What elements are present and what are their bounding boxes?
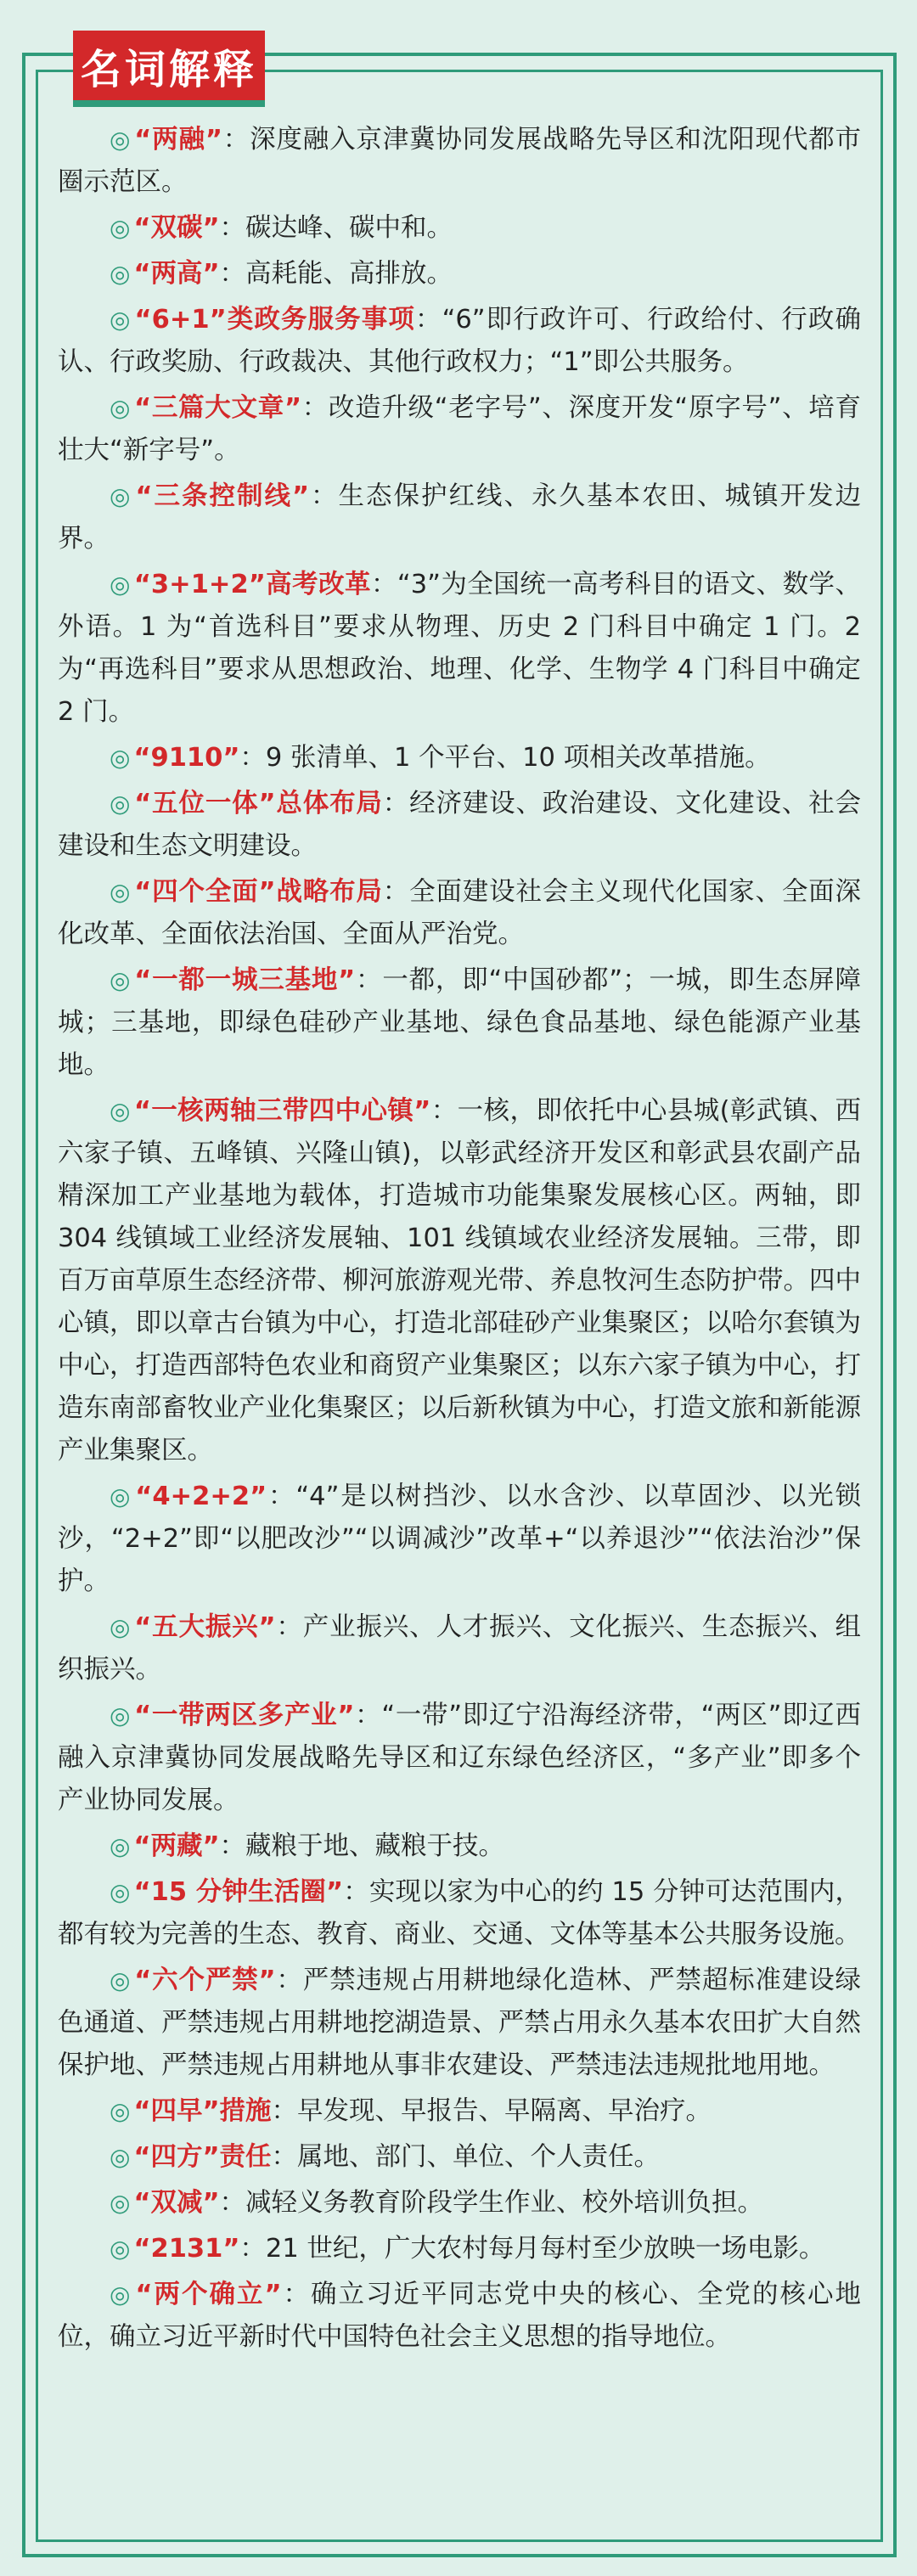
glossary-term: “四方”责任	[133, 2142, 272, 2172]
bullet-circle-icon: ◎	[110, 1878, 131, 1906]
term-separator: ：	[354, 1701, 382, 1730]
term-separator: ：	[355, 965, 383, 995]
bullet-circle-icon: ◎	[110, 260, 131, 288]
bullet-circle-icon: ◎	[110, 2143, 131, 2171]
bullet-circle-icon: ◎	[110, 1613, 132, 1641]
glossary-entry	[58, 959, 861, 1087]
term-separator: ：	[343, 1877, 369, 1907]
glossary-definition: 深度融入京津冀协同发展战略先导区和沈阳现代都市圈示范区。	[58, 125, 862, 197]
glossary-entry	[58, 1871, 861, 1956]
bullet-circle-icon: ◎	[110, 966, 132, 994]
term-separator: ：	[271, 2142, 298, 2172]
term-separator: ：	[222, 125, 250, 155]
glossary-definition: 9 张清单、1 个平台、10 项相关改革措施。	[265, 743, 771, 773]
glossary-entry	[58, 2136, 861, 2179]
glossary-definition: 高耗能、高排放。	[245, 259, 453, 289]
glossary-definition: 经济建设、政治建设、文化建设、社会建设和生态文明建设。	[58, 789, 862, 861]
term-separator: ：	[219, 2188, 246, 2218]
term-separator: ：	[219, 213, 246, 243]
glossary-term: “五位一体”总体布局	[134, 789, 383, 818]
glossary-definition: 碳达峰、碳中和。	[245, 213, 453, 243]
glossary-entry	[58, 1695, 861, 1822]
glossary-entry	[58, 783, 861, 868]
bullet-circle-icon: ◎	[110, 571, 131, 599]
bullet-circle-icon: ◎	[110, 2189, 131, 2217]
glossary-term: “两高”	[133, 259, 220, 289]
bullet-circle-icon: ◎	[110, 2097, 131, 2125]
glossary-entry	[58, 2090, 861, 2133]
glossary-definition: 确立习近平同志党中央的核心、全党的核心地位，确立习近平新时代中国特色社会主义思想的指导地位。	[58, 2280, 862, 2352]
bullet-circle-icon: ◎	[110, 482, 132, 510]
glossary-term: “六个严禁”	[134, 1966, 276, 1995]
glossary-definition: 产业振兴、人才振兴、文化振兴、生态振兴、组织振兴。	[58, 1612, 862, 1685]
term-separator: ：	[239, 2234, 266, 2264]
glossary-definition: “一带”即辽宁沿海经济带，“两区”即辽西融入京津冀协同发展战略先导区和辽东绿色经济区，“多产业”即多个产业协同发展。	[58, 1701, 861, 1815]
term-separator: ：	[382, 877, 410, 907]
glossary-entry	[58, 387, 861, 472]
term-separator: ：	[309, 481, 339, 511]
glossary-term: “9110”	[133, 743, 240, 773]
bullet-circle-icon: ◎	[110, 1097, 131, 1125]
term-separator: ：	[275, 1612, 303, 1642]
glossary-term: “三篇大文章”	[134, 393, 301, 423]
bullet-circle-icon: ◎	[110, 1482, 132, 1510]
glossary-definition: 一都，即“中国砂都”；一城，即生态屏障城；三基地，即绿色硅砂产业基地、绿色食品基地、绿色能源产业基地。	[58, 965, 862, 1080]
term-separator: ：	[414, 305, 442, 335]
term-separator: ：	[301, 393, 329, 423]
glossary-entry	[58, 475, 861, 560]
glossary-entry	[58, 299, 861, 384]
term-separator: ：	[275, 1966, 303, 1995]
glossary-entry	[58, 1476, 861, 1603]
glossary-entry	[58, 871, 861, 956]
glossary-definition: 减轻义务教育阶段学生作业、校外培训负担。	[245, 2188, 764, 2218]
term-separator: ：	[382, 789, 410, 818]
glossary-entry	[58, 1960, 861, 2087]
glossary-entry	[58, 2228, 861, 2270]
glossary-term: “双碳”	[133, 213, 220, 243]
glossary-definition: 早发现、早报告、早隔离、早治疗。	[297, 2096, 712, 2126]
term-separator: ：	[271, 2096, 298, 2126]
glossary-term: “四个全面”战略布局	[134, 877, 383, 907]
bullet-circle-icon: ◎	[110, 1966, 132, 1994]
glossary-entry	[58, 564, 861, 734]
glossary-list	[58, 119, 861, 2362]
term-separator: ：	[281, 2280, 312, 2309]
glossary-term: “两藏”	[133, 1831, 220, 1861]
glossary-term: “三条控制线”	[135, 481, 310, 511]
glossary-entry	[58, 1606, 861, 1691]
bullet-circle-icon: ◎	[110, 394, 132, 422]
glossary-definition: 21 世纪，广大农村每月每村至少放映一场电影。	[265, 2234, 825, 2264]
term-separator: ：	[239, 743, 266, 773]
glossary-definition: “6”即行政许可、行政给付、行政确认、行政奖励、行政裁决、其他行政权力；“1”即公共服务。	[58, 305, 862, 377]
term-separator: ：	[219, 259, 246, 289]
glossary-entry	[58, 207, 861, 250]
glossary-definition: 一核，即依托中心县城(彰武镇、西六家子镇、五峰镇、兴隆山镇)，以彰武经济开发区和彰武县农副产品精深加工产业基地为载体，打造城市功能集聚发展核心区。两轴，即 304 线镇域工业经济发展轴、101 线镇域农业经济发展轴。三带，即百万亩草原生态经济带、柳河旅游观光带、养息牧河生态防护带。四中心镇，即以章古台镇为中心，打造北部硅砂产业集聚区；以哈尔套镇为中心，打造西部特色农业和商贸产业集聚区；以东六家子镇为中心，打造东南部畜牧业产业化集聚区；以后新秋镇为中心，打造文旅和新能源产业集聚区。	[58, 1096, 862, 1465]
bullet-circle-icon: ◎	[110, 744, 131, 772]
glossary-term: “6+1”类政务服务事项	[134, 305, 415, 335]
term-separator: ：	[370, 570, 397, 599]
glossary-definition: 严禁违规占用耕地绿化造林、严禁超标准建设绿色通道、严禁违规占用耕地挖湖造景、严禁占用永久基本农田扩大自然保护地、严禁违规占用耕地从事非农建设、严禁违法违规批地用地。	[58, 1966, 862, 2080]
glossary-entry	[58, 2182, 861, 2224]
glossary-term: “五大振兴”	[134, 1612, 276, 1642]
glossary-definition: “4”是以树挡沙、以水含沙、以草固沙、以光锁沙，“2+2”即“以肥改沙”“以调减沙”改革+“以养退沙”“依法治沙”保护。	[58, 1482, 861, 1596]
glossary-entry	[58, 1090, 861, 1472]
glossary-term: “15 分钟生活圈”	[133, 1877, 344, 1907]
glossary-term: “两个确立”	[135, 2280, 282, 2309]
glossary-definition: 藏粮于地、藏粮于技。	[245, 1831, 505, 1861]
glossary-term: “四早”措施	[133, 2096, 272, 2126]
bullet-circle-icon: ◎	[110, 1832, 131, 1860]
glossary-term: “2131”	[133, 2234, 240, 2264]
bullet-circle-icon: ◎	[110, 1701, 132, 1730]
glossary-term: “3+1+2”高考改革	[133, 570, 371, 599]
bullet-circle-icon: ◎	[110, 214, 131, 242]
bullet-circle-icon: ◎	[110, 878, 132, 906]
bullet-circle-icon: ◎	[110, 790, 132, 818]
glossary-entry	[58, 119, 861, 204]
glossary-term: “一都一城三基地”	[134, 965, 356, 995]
term-separator: ：	[267, 1482, 296, 1511]
term-separator: ：	[219, 1831, 246, 1861]
glossary-entry	[58, 1825, 861, 1868]
glossary-term: “两融”	[134, 125, 222, 155]
bullet-circle-icon: ◎	[110, 126, 132, 154]
glossary-entry	[58, 737, 861, 779]
glossary-definition: 改造升级“老字号”、深度开发“原字号”、培育壮大“新字号”。	[58, 393, 861, 465]
glossary-entry	[58, 2274, 861, 2359]
bullet-circle-icon: ◎	[110, 306, 132, 334]
glossary-definition: 实现以家为中心的约 15 分钟可达范围内，都有较为完善的生态、教育、商业、交通、文体等基本公共服务设施。	[58, 1877, 862, 1949]
glossary-definition: “3”为全国统一高考科目的语文、数学、外语。1 为“首选科目”要求从物理、历史 2 门科目中确定 1 门。2 为“再选科目”要求从思想政治、地理、化学、生物学 4 门科目中确定 2 门。	[58, 570, 862, 727]
glossary-term: “一核两轴三带四中心镇”	[133, 1096, 431, 1126]
glossary-term: “双减”	[133, 2188, 220, 2218]
glossary-definition: 属地、部门、单位、个人责任。	[297, 2142, 661, 2172]
glossary-definition: 全面建设社会主义现代化国家、全面深化改革、全面依法治国、全面从严治党。	[58, 877, 862, 949]
glossary-term: “一带两区多产业”	[134, 1701, 355, 1730]
bullet-circle-icon: ◎	[110, 2281, 132, 2309]
term-separator: ：	[430, 1096, 458, 1126]
glossary-definition: 生态保护红线、永久基本农田、城镇开发边界。	[58, 481, 862, 554]
bullet-circle-icon: ◎	[110, 2235, 131, 2263]
glossary-term: “4+2+2”	[135, 1482, 267, 1511]
section-title: 名词解释	[73, 31, 265, 100]
glossary-entry	[58, 253, 861, 295]
